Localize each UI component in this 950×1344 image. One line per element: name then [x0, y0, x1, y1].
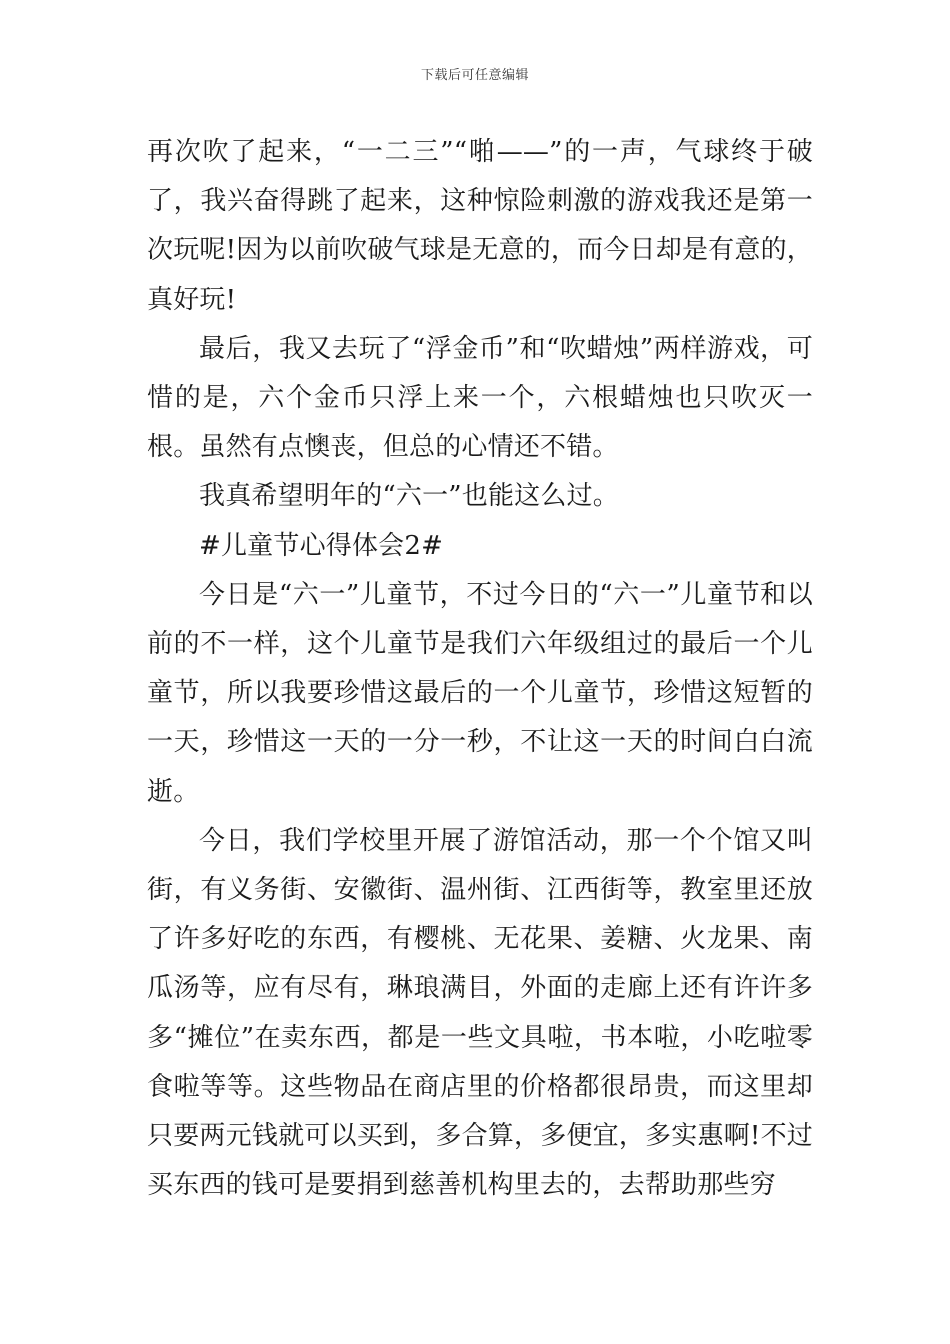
section-heading: #儿童节心得体会2# [199, 530, 444, 561]
paragraph: 最后，我又去玩了“浮金币”和“吹蜡烛”两样游戏，可惜的是，六个金币只浮上来一个，六根蜡烛也只吹灭一根。虽然有点懊丧，但总的心情还不错。 [147, 333, 813, 463]
paragraph: 今日，我们学校里开展了游馆活动，那一个个馆又叫街，有义务街、安徽街、温州街、江西街等，教室里还放了许多好吃的东西，有樱桃、无花果、姜糖、火龙果、南瓜汤等，应有尽有，琳琅满目，外面的走廊上还有许许多多“摊位”在卖东西，都是一些文具啦，书本啦，小吃啦零食啦等等。这些物品在商店里的价格都很昂贵，而这里却只要两元钱就可以买到，多合算，多便宜，多实惠啊!不过买东西的钱可是要捐到慈善机构里去的，去帮助那些穷 [147, 825, 813, 1201]
body-text [147, 128, 813, 1210]
paragraph: 今日是“六一”儿童节，不过今日的“六一”儿童节和以前的不一样，这个儿童节是我们六年级组过的最后一个儿童节，所以我要珍惜这最后的一个儿童节，珍惜这短暂的一天，珍惜这一天的一分一秒，不让这一天的时间白白流逝。 [147, 579, 813, 807]
header-note: 下载后可任意编辑 [420, 68, 529, 83]
paragraph: 再次吹了起来，“一二三”“啪——”的一声，气球终于破了，我兴奋得跳了起来，这种惊险刺激的游戏我还是第一次玩呢!因为以前吹破气球是无意的，而今日却是有意的，真好玩! [147, 137, 813, 315]
paragraph: 我真希望明年的“六一”也能这么过。 [199, 481, 619, 512]
